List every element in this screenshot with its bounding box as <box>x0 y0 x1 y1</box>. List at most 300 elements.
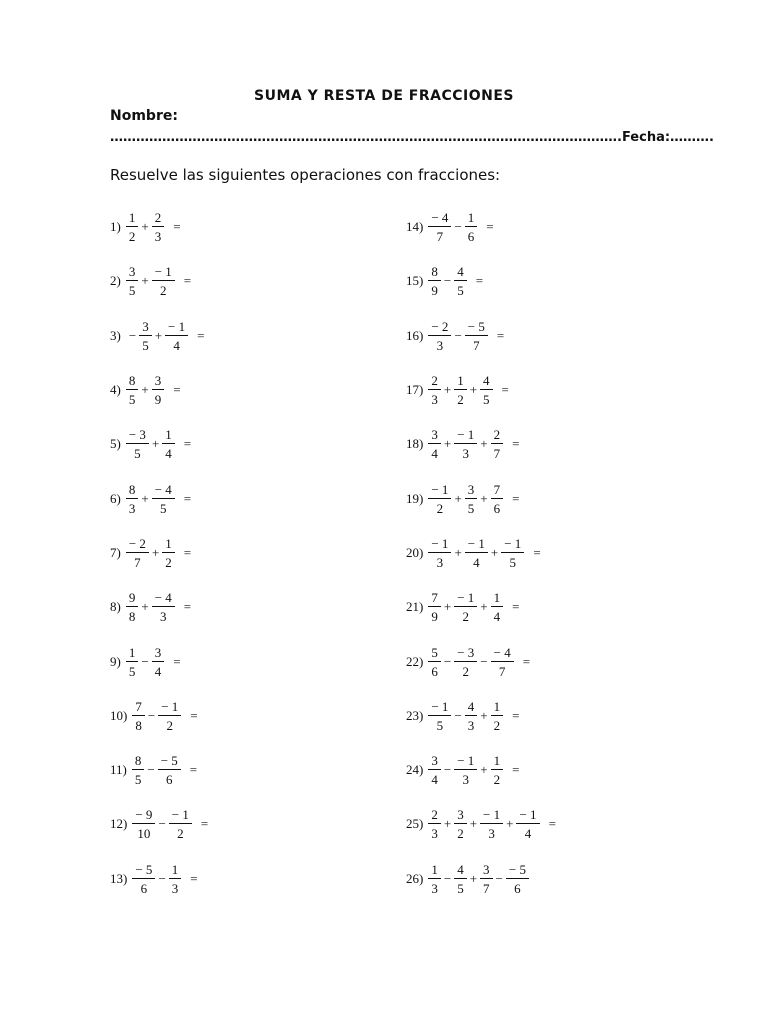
operator-sign: + <box>443 436 452 452</box>
numerator: − 1 <box>169 807 192 824</box>
numerator: 2 <box>152 210 165 227</box>
numerator: 3 <box>126 264 139 281</box>
denominator: 5 <box>142 337 149 353</box>
equals-sign: = <box>512 436 520 452</box>
denominator: 5 <box>128 663 136 679</box>
fraction <box>126 536 149 570</box>
denominator: 3 <box>462 772 469 788</box>
exercise-number: 23) <box>406 707 424 723</box>
exercise-number: 5) <box>110 436 121 452</box>
exercise-number: 9) <box>110 653 121 669</box>
operator-sign: + <box>480 599 488 615</box>
denominator: 2 <box>159 283 167 299</box>
fraction <box>454 645 477 679</box>
fraction <box>465 319 488 353</box>
denominator: 3 <box>467 717 475 733</box>
denominator: 4 <box>431 772 438 788</box>
equals-sign: = <box>200 816 209 832</box>
exercise-item <box>110 689 208 743</box>
denominator: 3 <box>436 554 444 570</box>
denominator: 2 <box>462 609 469 625</box>
fraction <box>454 264 467 298</box>
equals-sign: = <box>183 273 192 289</box>
fraction <box>428 536 451 570</box>
denominator: 3 <box>171 880 179 896</box>
fraction <box>165 319 188 353</box>
exercise-item <box>110 526 208 580</box>
fraction <box>169 862 182 896</box>
numerator: − 4 <box>428 210 451 227</box>
exercise-item <box>406 580 556 634</box>
operator-sign: − <box>443 762 452 778</box>
fraction <box>428 699 451 733</box>
denominator: 2 <box>165 554 172 570</box>
exercise-item <box>406 526 556 580</box>
fraction <box>139 319 152 353</box>
numerator: − 5 <box>465 319 488 336</box>
fraction <box>126 264 139 298</box>
numerator: − 1 <box>152 264 175 281</box>
operator-sign: + <box>141 382 149 398</box>
denominator: 5 <box>159 500 167 516</box>
denominator: 4 <box>173 337 180 353</box>
fraction <box>491 645 514 679</box>
operator-sign: + <box>443 816 452 832</box>
instructions: Resuelve las siguientes operaciones con fracciones: <box>110 166 501 184</box>
numerator: 3 <box>152 645 165 662</box>
denominator: 6 <box>467 229 475 245</box>
exercise-item <box>110 417 208 471</box>
denominator: 2 <box>493 717 501 733</box>
fraction <box>491 699 504 733</box>
numerator: − 1 <box>454 427 477 444</box>
denominator: 7 <box>473 337 480 353</box>
equals-sign: = <box>548 816 556 832</box>
denominator: 4 <box>165 446 172 462</box>
operator-sign: + <box>443 382 452 398</box>
numerator: − 1 <box>428 536 451 553</box>
fraction <box>162 427 175 461</box>
fraction <box>428 862 441 896</box>
numerator: 3 <box>465 482 478 499</box>
exercise-item <box>406 743 556 797</box>
exercise-number: 15) <box>406 273 424 289</box>
worksheet-title: SUMA Y RESTA DE FRACCIONES <box>254 88 514 104</box>
fraction <box>428 753 441 787</box>
fraction <box>465 482 478 516</box>
equals-sign: = <box>190 707 198 723</box>
operator-sign: − <box>443 653 452 669</box>
numerator: − 3 <box>126 427 149 444</box>
equals-sign: = <box>183 436 192 452</box>
numerator: − 1 <box>454 753 477 770</box>
equals-sign: = <box>190 870 198 886</box>
equals-sign: = <box>173 382 181 398</box>
exercise-item <box>110 743 208 797</box>
exercise-item <box>406 797 556 851</box>
exercise-item <box>406 689 556 743</box>
denominator: 5 <box>457 283 464 299</box>
operator-sign: − <box>158 816 166 832</box>
operator-sign: − <box>141 653 149 669</box>
equals-sign: = <box>501 382 509 398</box>
denominator: 3 <box>159 609 167 625</box>
fraction <box>465 699 478 733</box>
operator-sign: + <box>469 382 478 398</box>
denominator: 8 <box>135 717 142 733</box>
equals-sign: = <box>512 599 520 615</box>
numerator: 9 <box>126 590 139 607</box>
operator-sign: − <box>480 653 488 669</box>
exercise-item <box>110 309 208 363</box>
operator-sign: + <box>469 816 478 832</box>
numerator: 3 <box>152 373 165 390</box>
fraction <box>480 862 493 896</box>
denominator: 3 <box>431 392 438 408</box>
denominator: 5 <box>467 500 475 516</box>
equals-sign: = <box>486 219 494 235</box>
equals-sign: = <box>189 762 198 778</box>
exercise-number: 12) <box>110 816 128 832</box>
numerator: 1 <box>169 862 182 879</box>
numerator: − 1 <box>501 536 524 553</box>
operator-sign: + <box>490 544 499 560</box>
denominator: 8 <box>128 609 136 625</box>
fraction <box>454 862 467 896</box>
numerator: − 1 <box>480 807 503 824</box>
fraction <box>454 807 467 841</box>
fraction <box>126 427 149 461</box>
denominator: 3 <box>154 229 162 245</box>
denominator: 2 <box>128 229 136 245</box>
numerator: 5 <box>428 645 441 662</box>
equals-sign: = <box>496 327 505 343</box>
numerator: − 1 <box>158 699 181 716</box>
exercise-item <box>406 254 556 308</box>
fraction <box>428 807 441 841</box>
exercise-number: 1) <box>110 219 121 235</box>
fraction <box>428 319 451 353</box>
exercise-number: 24) <box>406 762 424 778</box>
denominator: 3 <box>431 880 438 896</box>
denominator: 3 <box>128 500 136 516</box>
denominator: 3 <box>462 446 469 462</box>
operator-sign: + <box>454 544 462 560</box>
numerator: 1 <box>491 699 504 716</box>
numerator: 7 <box>491 482 504 499</box>
numerator: 2 <box>491 427 504 444</box>
numerator: 4 <box>480 373 493 390</box>
operator-sign: + <box>506 816 514 832</box>
fraction <box>428 210 451 244</box>
fraction <box>506 862 529 896</box>
equals-sign: = <box>197 327 205 343</box>
denominator: 2 <box>493 772 501 788</box>
exercise-item <box>110 363 208 417</box>
numerator: − 4 <box>491 645 514 662</box>
numerator: − 1 <box>454 590 477 607</box>
denominator: 3 <box>488 826 495 842</box>
denominator: 9 <box>431 609 438 625</box>
fraction <box>169 807 192 841</box>
numerator: − 4 <box>152 590 175 607</box>
equals-sign: = <box>512 490 520 506</box>
denominator: 6 <box>514 880 521 896</box>
operator-sign: − <box>495 870 503 886</box>
denominator: 7 <box>134 554 141 570</box>
exercise-number: 3) <box>110 327 121 343</box>
denominator: 2 <box>462 663 469 679</box>
numerator: − 1 <box>465 536 488 553</box>
fraction <box>491 482 504 516</box>
exercise-number: 22) <box>406 653 424 669</box>
numerator: 3 <box>428 427 441 444</box>
denominator: 4 <box>524 826 532 842</box>
fraction <box>491 590 504 624</box>
denominator: 5 <box>483 392 490 408</box>
numerator: 2 <box>428 807 441 824</box>
fraction <box>454 590 477 624</box>
operator-sign: + <box>443 599 452 615</box>
exercise-item <box>110 254 208 308</box>
fraction <box>126 590 139 624</box>
denominator: 2 <box>457 392 464 408</box>
fraction <box>428 645 441 679</box>
denominator: 3 <box>431 826 438 842</box>
exercise-number: 14) <box>406 219 424 235</box>
numerator: 3 <box>454 807 467 824</box>
numerator: − 1 <box>516 807 539 824</box>
fraction <box>428 264 441 298</box>
numerator: 4 <box>454 264 467 281</box>
exercise-item <box>406 852 556 906</box>
operator-sign: − <box>147 762 155 778</box>
fraction <box>454 427 477 461</box>
denominator: 6 <box>493 500 501 516</box>
equals-sign: = <box>512 762 520 778</box>
numerator: 1 <box>428 862 441 879</box>
operator-sign: − <box>454 707 462 723</box>
exercise-number: 4) <box>110 382 121 398</box>
numerator: 3 <box>480 862 493 879</box>
fraction <box>491 427 504 461</box>
exercise-number: 25) <box>406 816 424 832</box>
operator-sign: − <box>147 707 156 723</box>
denominator: 3 <box>436 337 444 353</box>
denominator: 5 <box>128 392 136 408</box>
exercise-number: 10) <box>110 707 128 723</box>
denominator: 2 <box>177 826 184 842</box>
fraction <box>152 264 175 298</box>
numerator: − 1 <box>428 699 451 716</box>
denominator: 4 <box>154 663 162 679</box>
numerator: 1 <box>454 373 467 390</box>
numerator: 8 <box>132 753 145 770</box>
equals-sign: = <box>183 599 192 615</box>
fraction <box>132 753 145 787</box>
exercise-number: 2) <box>110 273 121 289</box>
operator-sign: + <box>480 436 488 452</box>
fraction <box>132 807 155 841</box>
equals-sign: = <box>183 490 192 506</box>
equals-sign: = <box>173 653 181 669</box>
denominator: 7 <box>436 229 444 245</box>
equals-sign: = <box>183 544 192 560</box>
exercise-item <box>406 471 556 525</box>
operator-sign: − <box>454 327 462 343</box>
exercise-number: 20) <box>406 544 424 560</box>
exercise-number: 18) <box>406 436 424 452</box>
exercise-number: 19) <box>406 490 424 506</box>
numerator: 3 <box>428 753 441 770</box>
fraction <box>152 210 165 244</box>
exercise-number: 21) <box>406 599 424 615</box>
denominator: 5 <box>128 283 136 299</box>
numerator: 7 <box>428 590 441 607</box>
numerator: 8 <box>428 264 441 281</box>
numerator: 1 <box>126 645 139 662</box>
denominator: 10 <box>137 826 151 842</box>
name-label: Nombre: <box>110 108 178 124</box>
fraction <box>516 807 539 841</box>
operator-sign: + <box>141 490 149 506</box>
fraction <box>480 807 503 841</box>
exercise-number: 7) <box>110 544 121 560</box>
denominator: 7 <box>498 663 506 679</box>
operator-sign: − <box>454 219 462 235</box>
fraction <box>152 373 165 407</box>
numerator: − 1 <box>165 319 188 336</box>
exercise-number: 11) <box>110 762 127 778</box>
fraction <box>465 536 488 570</box>
operator-sign: + <box>151 436 160 452</box>
numerator: − 1 <box>428 482 451 499</box>
numerator: − 5 <box>506 862 529 879</box>
numerator: 1 <box>126 210 139 227</box>
operator-sign: + <box>151 544 160 560</box>
denominator: 2 <box>166 717 173 733</box>
exercise-item <box>110 580 208 634</box>
exercise-item <box>110 852 208 906</box>
numerator: 4 <box>465 699 478 716</box>
exercise-column-left <box>110 200 208 906</box>
fraction <box>152 645 165 679</box>
operator-sign: + <box>141 599 149 615</box>
operator-sign: + <box>141 219 149 235</box>
numerator: 1 <box>465 210 478 227</box>
operator-sign: + <box>480 707 488 723</box>
exercise-number: 17) <box>406 382 424 398</box>
equals-sign: = <box>522 653 531 669</box>
denominator: 9 <box>154 392 162 408</box>
operator-sign: + <box>454 490 462 506</box>
denominator: 4 <box>431 446 438 462</box>
numerator: 1 <box>162 536 175 553</box>
numerator: 8 <box>126 482 139 499</box>
operator-sign: + <box>469 870 478 886</box>
exercise-column-right <box>406 200 556 906</box>
fraction <box>126 645 139 679</box>
numerator: − 5 <box>158 753 181 770</box>
numerator: 7 <box>132 699 145 716</box>
denominator: 4 <box>493 609 501 625</box>
exercise-item <box>406 417 556 471</box>
denominator: 7 <box>483 880 490 896</box>
numerator: 3 <box>139 319 152 336</box>
exercise-item <box>406 309 556 363</box>
exercise-number: 13) <box>110 870 128 886</box>
name-date-line: ……………………………………………………………………………………………………….Fecha:………. <box>110 130 714 145</box>
numerator: 1 <box>162 427 175 444</box>
fraction <box>428 373 441 407</box>
numerator: 1 <box>491 753 504 770</box>
exercise-item <box>110 797 208 851</box>
denominator: 6 <box>140 880 148 896</box>
fraction <box>132 699 145 733</box>
numerator: 1 <box>491 590 504 607</box>
numerator: 4 <box>454 862 467 879</box>
numerator: − 3 <box>454 645 477 662</box>
denominator: 6 <box>166 772 173 788</box>
operator-sign: − <box>443 870 452 886</box>
fraction <box>158 753 181 787</box>
exercise-item <box>110 471 208 525</box>
fraction <box>152 590 175 624</box>
equals-sign: = <box>173 219 181 235</box>
exercise-item <box>110 634 208 688</box>
fraction <box>501 536 524 570</box>
denominator: 5 <box>134 772 142 788</box>
exercise-number: 6) <box>110 490 121 506</box>
fraction <box>465 210 478 244</box>
exercise-item <box>406 634 556 688</box>
fraction <box>162 536 175 570</box>
denominator: 5 <box>457 880 464 896</box>
denominator: 5 <box>134 446 141 462</box>
denominator: 5 <box>509 554 517 570</box>
fraction <box>152 482 175 516</box>
fraction <box>428 590 441 624</box>
operator-sign: + <box>480 762 488 778</box>
exercise-item <box>110 200 208 254</box>
fraction <box>454 753 477 787</box>
fraction <box>126 482 139 516</box>
numerator: − 9 <box>132 807 155 824</box>
fraction <box>158 699 181 733</box>
exercise-item <box>406 363 556 417</box>
fraction <box>428 427 441 461</box>
exercise-number: 8) <box>110 599 121 615</box>
fraction <box>126 210 139 244</box>
denominator: 4 <box>473 554 480 570</box>
fraction <box>480 373 493 407</box>
fraction <box>126 373 139 407</box>
exercise-item <box>406 200 556 254</box>
fraction <box>491 753 504 787</box>
numerator: − 4 <box>152 482 175 499</box>
fraction <box>132 862 155 896</box>
operator-sign: − <box>443 273 452 289</box>
numerator: 8 <box>126 373 139 390</box>
numerator: 2 <box>428 373 441 390</box>
operator-sign: − <box>158 870 166 886</box>
fraction <box>454 373 467 407</box>
operator-sign: + <box>480 490 488 506</box>
equals-sign: = <box>512 707 520 723</box>
operator-sign: + <box>154 327 163 343</box>
denominator: 7 <box>493 446 501 462</box>
operator-sign: − <box>128 327 137 343</box>
